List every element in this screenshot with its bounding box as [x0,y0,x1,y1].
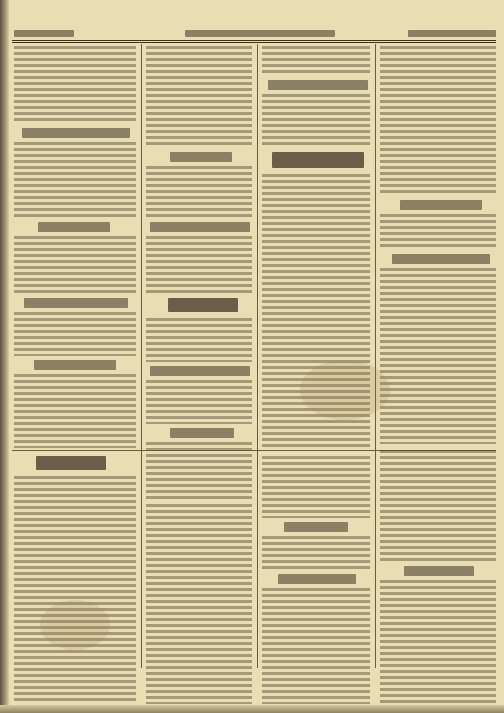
article-text [14,374,136,448]
article-text [14,236,136,294]
article-text [380,46,496,196]
article-text [146,318,252,362]
article-text [146,442,252,502]
article-heading [268,80,368,90]
masthead-rule-second [12,42,496,43]
article-text [380,214,496,250]
paper-stain [300,360,390,420]
article-text [14,476,136,704]
article-text [146,46,252,148]
masthead-rule [12,40,496,41]
article-heading [22,128,130,138]
column-rule-2 [257,44,258,668]
article-text [14,46,136,124]
article-heading [170,152,232,162]
article-text [14,142,136,218]
section-heading [36,456,106,470]
folio-right [408,30,496,37]
article-heading [24,298,128,308]
article-heading [170,428,234,438]
page-binding [0,0,9,713]
column-rule-1 [141,44,142,668]
article-text [380,268,496,444]
article-heading [272,152,364,168]
article-heading [284,522,348,532]
article-heading [34,360,116,370]
article-text [380,580,496,704]
column-rule-3 [375,44,376,668]
article-heading [150,366,250,376]
article-heading [38,222,110,232]
article-heading [150,222,250,232]
article-text [146,380,252,424]
folio-left [14,30,74,37]
article-heading [168,298,238,312]
paper-stain [40,600,110,650]
article-text [262,46,370,76]
article-text [262,94,370,146]
article-text [146,504,252,704]
article-text [262,456,370,518]
article-text [262,536,370,570]
article-heading [278,574,356,584]
article-heading [392,254,490,264]
article-text [380,450,496,562]
article-text [14,312,136,356]
article-text [146,236,252,294]
article-text [146,166,252,218]
article-heading [400,200,482,210]
article-heading [404,566,474,576]
page-bottom-edge [0,705,504,713]
article-text [262,588,370,704]
masthead-title [185,30,335,37]
